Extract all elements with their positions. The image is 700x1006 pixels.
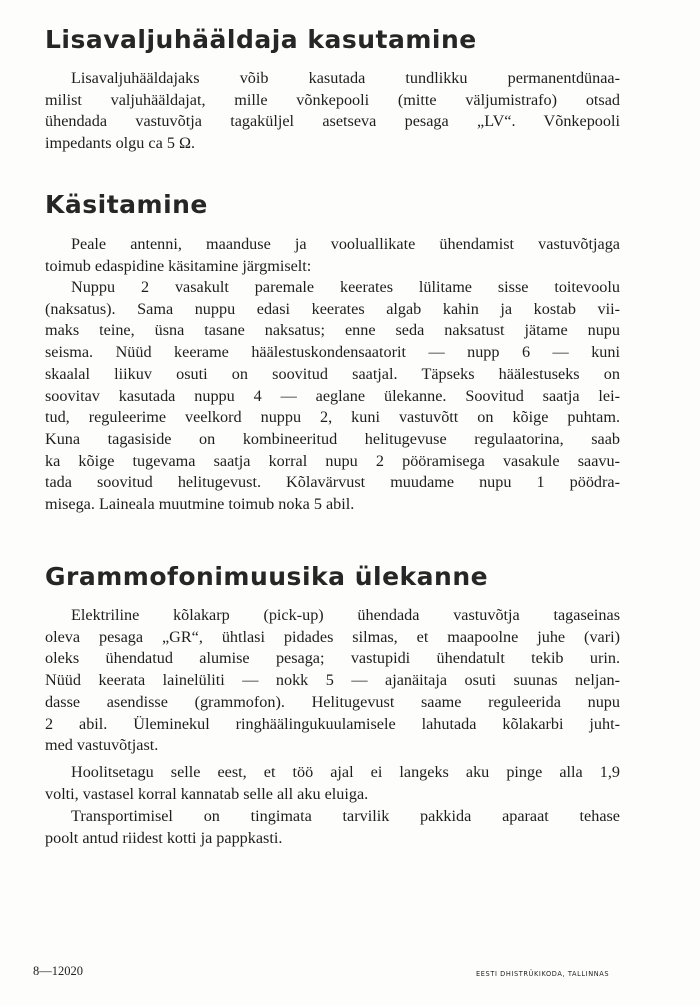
text-line: poolt antud riidest kotti ja pappkasti. xyxy=(45,828,283,847)
text-line: tada soovitud helitugevust. Kõlavärvust muudame nupu 1 pöödra- xyxy=(45,473,620,492)
text-line: volti, vastasel korral kannatab selle all aku eluiga. xyxy=(45,784,369,803)
print-number: 8—12020 xyxy=(33,964,83,978)
text-line: milist valjuhääldajat, mille võnkepooli (mitte väljumistrafo) otsad xyxy=(45,90,620,109)
text-line: Lisavaljuhääldajaks võib kasutada tundlikku permanentdünaa- xyxy=(71,69,620,87)
section-heading-operation: Käsitamine xyxy=(45,190,208,219)
text-line: ka kõige tugevama saatja korral nupu 2 pööramisega vasakule saavu- xyxy=(45,451,620,470)
text-line: Nüüd keerata lainelüliti — nokk 5 — ajanäitaja osuti suunas neljan- xyxy=(45,671,620,690)
text-line: maks teine, üsna tasane naksatus; enne seda naksatust jätame nupu xyxy=(45,321,620,340)
paragraph-transport xyxy=(45,806,620,849)
paragraph-gramophone-connection xyxy=(45,605,620,757)
text-line: Kuna tagasiside on kombineeritud helitugevuse regulaatorina, saab xyxy=(45,429,620,448)
text-line: dasse asendisse (grammofon). Helitugevust saame reguleerida nupu xyxy=(45,692,620,711)
text-line: ühendada vastuvõtja tagaküljel asetseva pesaga „LV“. Võnkepooli xyxy=(45,112,620,131)
text-line: misega. Laineala muutmine toimub noka 5 abil. xyxy=(45,495,355,514)
text-line: Elektriline kõlakarp (pick-up) ühendada vastuvõtja tagaseinas xyxy=(71,606,620,624)
text-line: Peale antenni, maanduse ja vooluallikate ühendamist vastuvõtjaga xyxy=(71,235,620,253)
paragraph-battery-voltage xyxy=(45,762,620,805)
text-line: seisma. Nüüd keerame häälestuskondensaatorit — nupp 6 — kuni xyxy=(45,343,620,362)
text-line: skaalal liikuv osuti on soovitud saatjal. Täpseks häälestuseks on xyxy=(45,364,620,383)
text-line: Hoolitsetagu selle eest, et töö ajal ei langeks aku pinge alla 1,9 xyxy=(71,763,620,781)
text-line: Transportimisel on tingimata tarvilik pakkida aparaat tehase xyxy=(71,807,620,825)
text-line: toimub edaspidine käsitamine järgmiselt: xyxy=(45,256,312,275)
paragraph-extra-speaker xyxy=(45,68,620,155)
text-line: impedants olgu ca 5 Ω. xyxy=(45,134,196,153)
printer-imprint: EESTI DHISTRÜKIKODA, TALLINNAS xyxy=(476,970,610,978)
text-line: Nuppu 2 vasakult paremale keerates lülitame sisse toitevoolu xyxy=(71,278,620,296)
section-heading-extra-speaker: Lisavaljuhääldaja kasutamine xyxy=(45,25,477,54)
text-line: (naksatus). Sama nuppu edasi keerates algab kahin ja kostab vii- xyxy=(45,299,620,318)
text-line: tud, reguleerime veelkord nuppu 2, kuni vastuvõtt on kõige puhtam. xyxy=(45,408,620,427)
paragraph-operation-steps xyxy=(45,277,620,516)
text-line: soovitav kasutada nuppu 4 — aeglane ülekanne. Soovitud saatja lei- xyxy=(45,386,620,405)
text-line: oleva pesaga „GR“, ühtlasi pidades silmas, et maapoolne juhe (vari) xyxy=(45,627,620,646)
text-line: 2 abil. Üleminekul ringhäälingukuulamisele lahutada kõlakarbi juht- xyxy=(45,714,620,733)
paragraph-operation-intro xyxy=(45,234,620,277)
text-line: med vastuvõtjast. xyxy=(45,736,159,755)
text-line: oleks ühendatud alumise pesaga; vastupidi ühendatult tekib urin. xyxy=(45,649,620,668)
section-heading-gramophone: Grammofonimuusika ülekanne xyxy=(45,562,489,591)
